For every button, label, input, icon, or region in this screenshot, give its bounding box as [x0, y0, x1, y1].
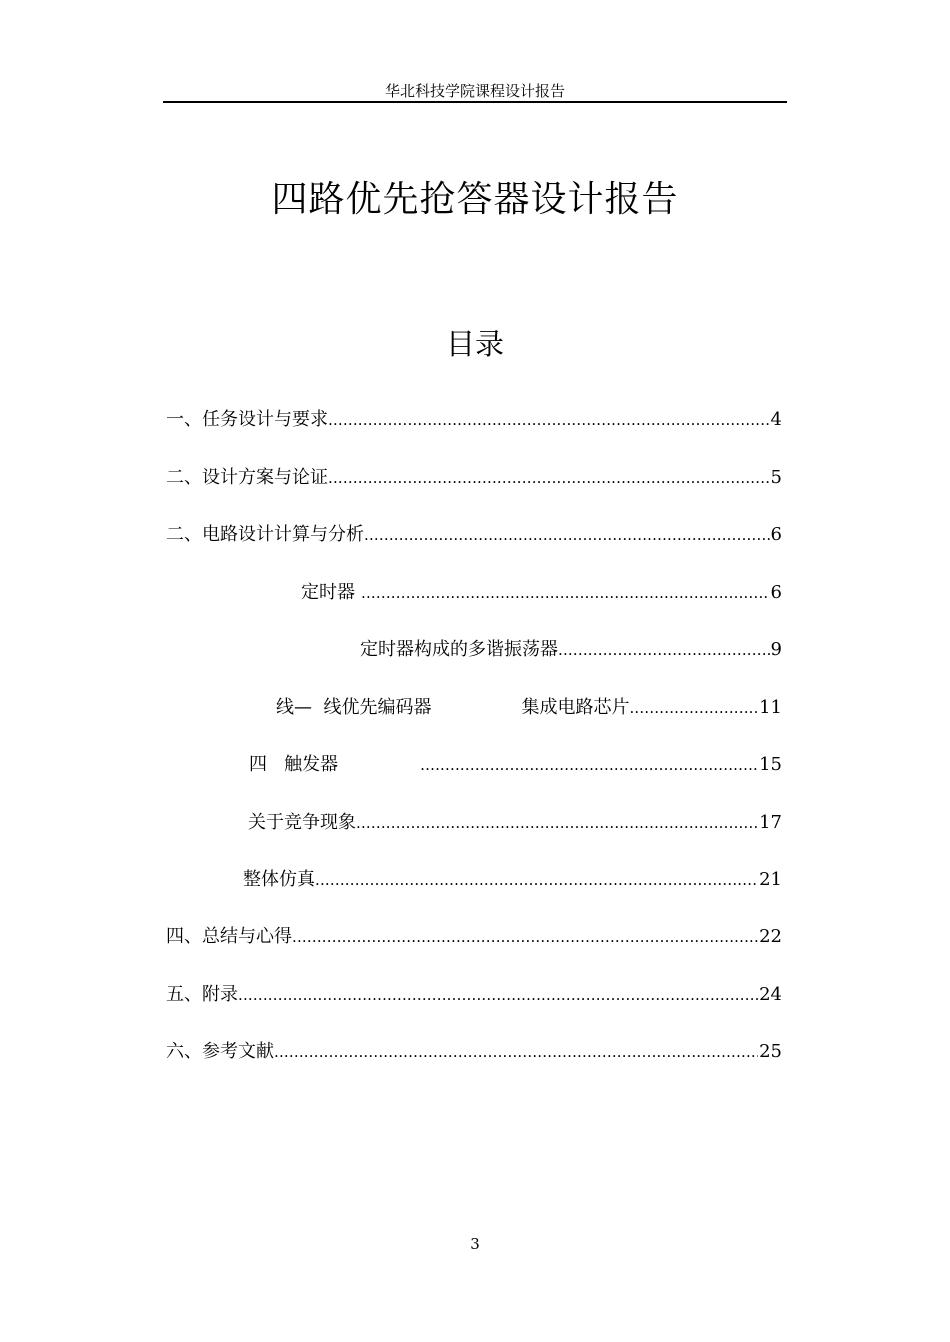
toc-leader-dots: [315, 865, 758, 895]
toc-entry[interactable]: [166, 463, 782, 493]
toc-entry-title: 定时器构成的多谐振荡器: [360, 639, 558, 660]
toc-entry[interactable]: [166, 922, 782, 952]
toc-entry-title: 二、设计方案与论证: [166, 467, 328, 488]
toc-leader-dots: [420, 750, 758, 780]
toc-entry-page: 17: [759, 812, 782, 833]
toc-entry-title: 五、附录: [166, 984, 238, 1005]
toc-entry-page: 22: [759, 926, 782, 947]
toc-entry[interactable]: [249, 750, 782, 780]
toc-leader-dots: [292, 922, 758, 952]
toc-leader-dots: [364, 520, 770, 550]
toc-leader-dots: [355, 578, 770, 608]
toc-entry-title: 线— 线优先编码器: [276, 697, 432, 718]
running-header: 华北科技学院课程设计报告: [384, 82, 565, 100]
toc-entry-page: 21: [759, 869, 782, 890]
toc-entry-subtitle: 集成电路芯片: [521, 697, 630, 718]
toc-entry-title: 四、总结与心得: [166, 926, 292, 947]
toc-entry[interactable]: [166, 1037, 782, 1067]
toc-entry-page: 24: [759, 984, 782, 1005]
toc-entry[interactable]: [166, 405, 782, 435]
toc-entry-page: 25: [759, 1041, 782, 1062]
toc-entry[interactable]: [276, 693, 782, 723]
toc-leader-dots: [328, 463, 770, 493]
toc-entry[interactable]: [166, 520, 782, 550]
toc-entry[interactable]: [248, 808, 782, 838]
toc-entry-title: 二、电路设计计算与分析: [166, 524, 364, 545]
toc-entry-page: 9: [770, 639, 782, 660]
toc-leader-dots: [629, 693, 758, 723]
toc-entry-page: 11: [759, 697, 782, 718]
toc-entry-page: 6: [770, 524, 782, 545]
toc-entry-title: 整体仿真: [243, 869, 315, 890]
toc-entry-page: 5: [770, 467, 782, 488]
toc-leader-dots: [558, 635, 770, 665]
toc-entry-title: 一、任务设计与要求: [166, 409, 328, 430]
toc-entry[interactable]: [166, 980, 782, 1010]
document-title: 四路优先抢答器设计报告: [271, 179, 679, 220]
toc-entry-title: 六、参考文献: [166, 1041, 274, 1062]
toc-leader-dots: [274, 1037, 758, 1067]
toc-entry-page: 4: [770, 409, 782, 430]
toc-entry-title: 定时器: [301, 582, 355, 603]
toc-leader-dots: [328, 405, 770, 435]
toc-entry-title: 关于竞争现象: [248, 812, 356, 833]
page-number: 3: [470, 1235, 480, 1253]
toc-entry[interactable]: [301, 578, 782, 608]
toc-heading: 目录: [445, 327, 504, 361]
toc-entry[interactable]: [360, 635, 782, 665]
toc-leader-dots: [356, 808, 758, 838]
toc-entry-page: 15: [759, 754, 782, 775]
toc-entry-title: 四 触发器: [249, 754, 339, 775]
toc-entry[interactable]: [243, 865, 782, 895]
toc-leader-dots: [238, 980, 758, 1010]
toc-entry-page: 6: [770, 582, 782, 603]
